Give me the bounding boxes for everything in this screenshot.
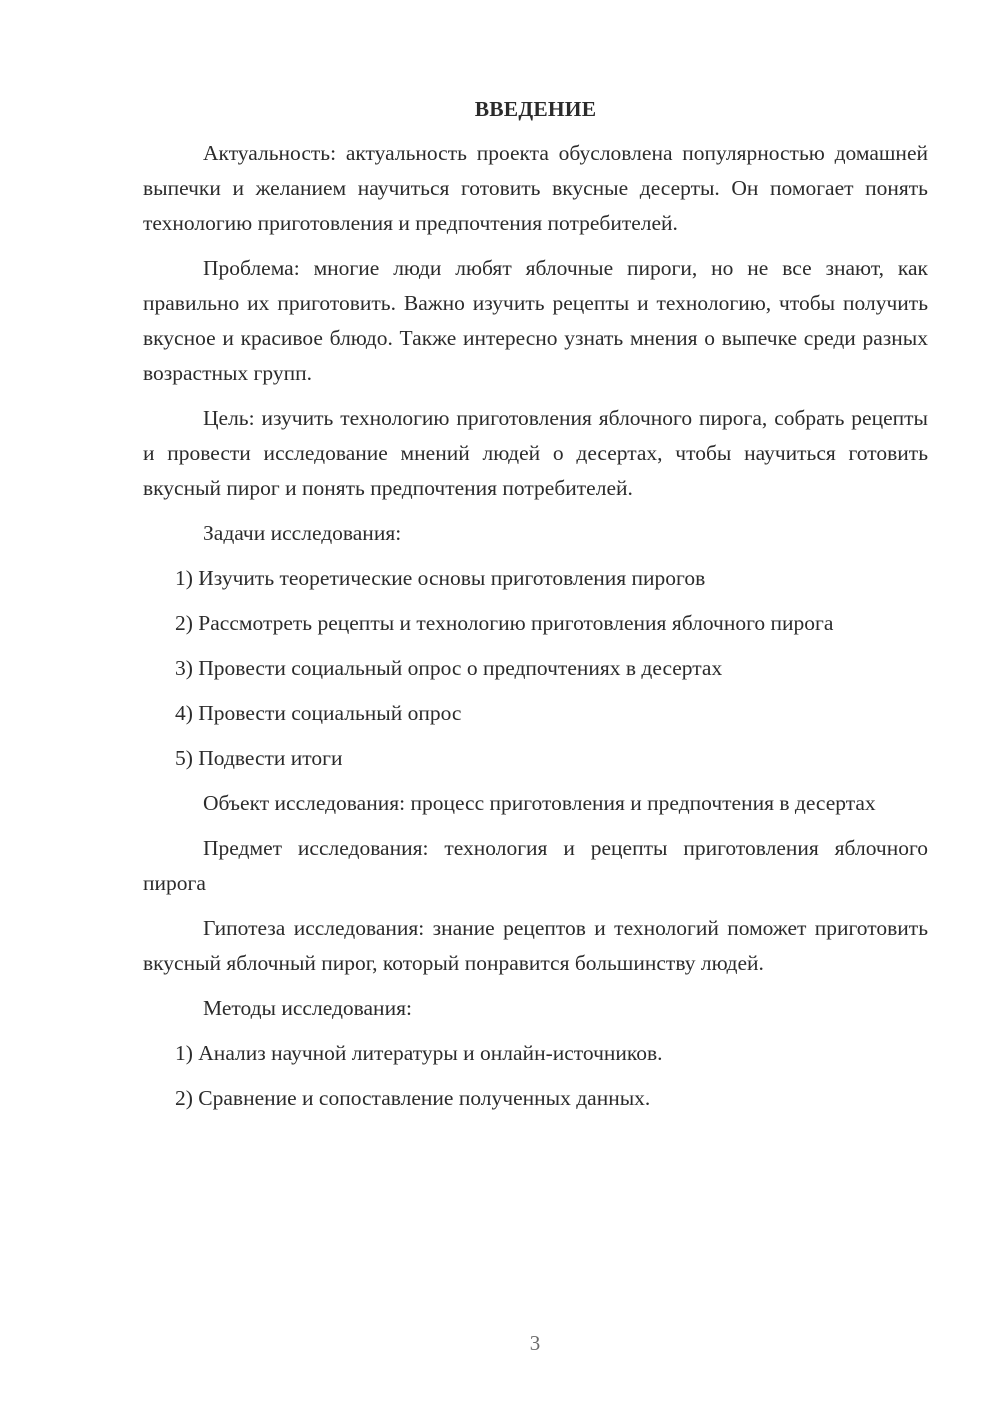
relevance-paragraph: Актуальность: актуальность проекта обусловлена популярностью домашней выпечки и желанием научиться готовить вкусные десерты. Он помогает понять технологию приготовления и предпочтения потребителей. xyxy=(143,141,928,235)
tasks-title: Задачи исследования: xyxy=(203,521,402,545)
object-paragraph: Объект исследования: процесс приготовления и предпочтения в десертах xyxy=(203,791,876,815)
task-item: 1) Изучить теоретические основы приготовления пирогов xyxy=(175,566,706,590)
goal-paragraph: Цель: изучить технологию приготовления яблочного пирога, собрать рецепты и провести исследование мнений людей о десертах, чтобы научиться готовить вкусный пирог и понять предпочтения потребителей. xyxy=(143,406,928,500)
methods-title: Методы исследования: xyxy=(203,996,412,1020)
method-item: 1) Анализ научной литературы и онлайн-источников. xyxy=(175,1041,663,1065)
hypothesis-paragraph: Гипотеза исследования: знание рецептов и технологий поможет приготовить вкусный яблочный пирог, который понравится большинству людей. xyxy=(143,916,928,975)
section-heading: ВВЕДЕНИЕ xyxy=(474,97,597,121)
method-item: 2) Сравнение и сопоставление полученных данных. xyxy=(175,1086,651,1110)
task-item: 2) Рассмотреть рецепты и технологию приготовления яблочного пирога xyxy=(175,611,834,635)
page-number: 3 xyxy=(529,1331,541,1355)
task-item: 3) Провести социальный опрос о предпочтениях в десертах xyxy=(175,656,723,680)
page-content xyxy=(143,92,928,1126)
task-item: 4) Провести социальный опрос xyxy=(175,701,462,725)
subject-paragraph: Предмет исследования: технология и рецепты приготовления яблочного пирога xyxy=(143,836,928,895)
task-item: 5) Подвести итоги xyxy=(175,746,343,770)
problem-paragraph: Проблема: многие люди любят яблочные пироги, но не все знают, как правильно их приготовить. Важно изучить рецепты и технологию, чтобы получить вкусное и красивое блюдо. Также интересно узнать мнения о выпечке среди разных возрастных групп. xyxy=(143,256,928,385)
